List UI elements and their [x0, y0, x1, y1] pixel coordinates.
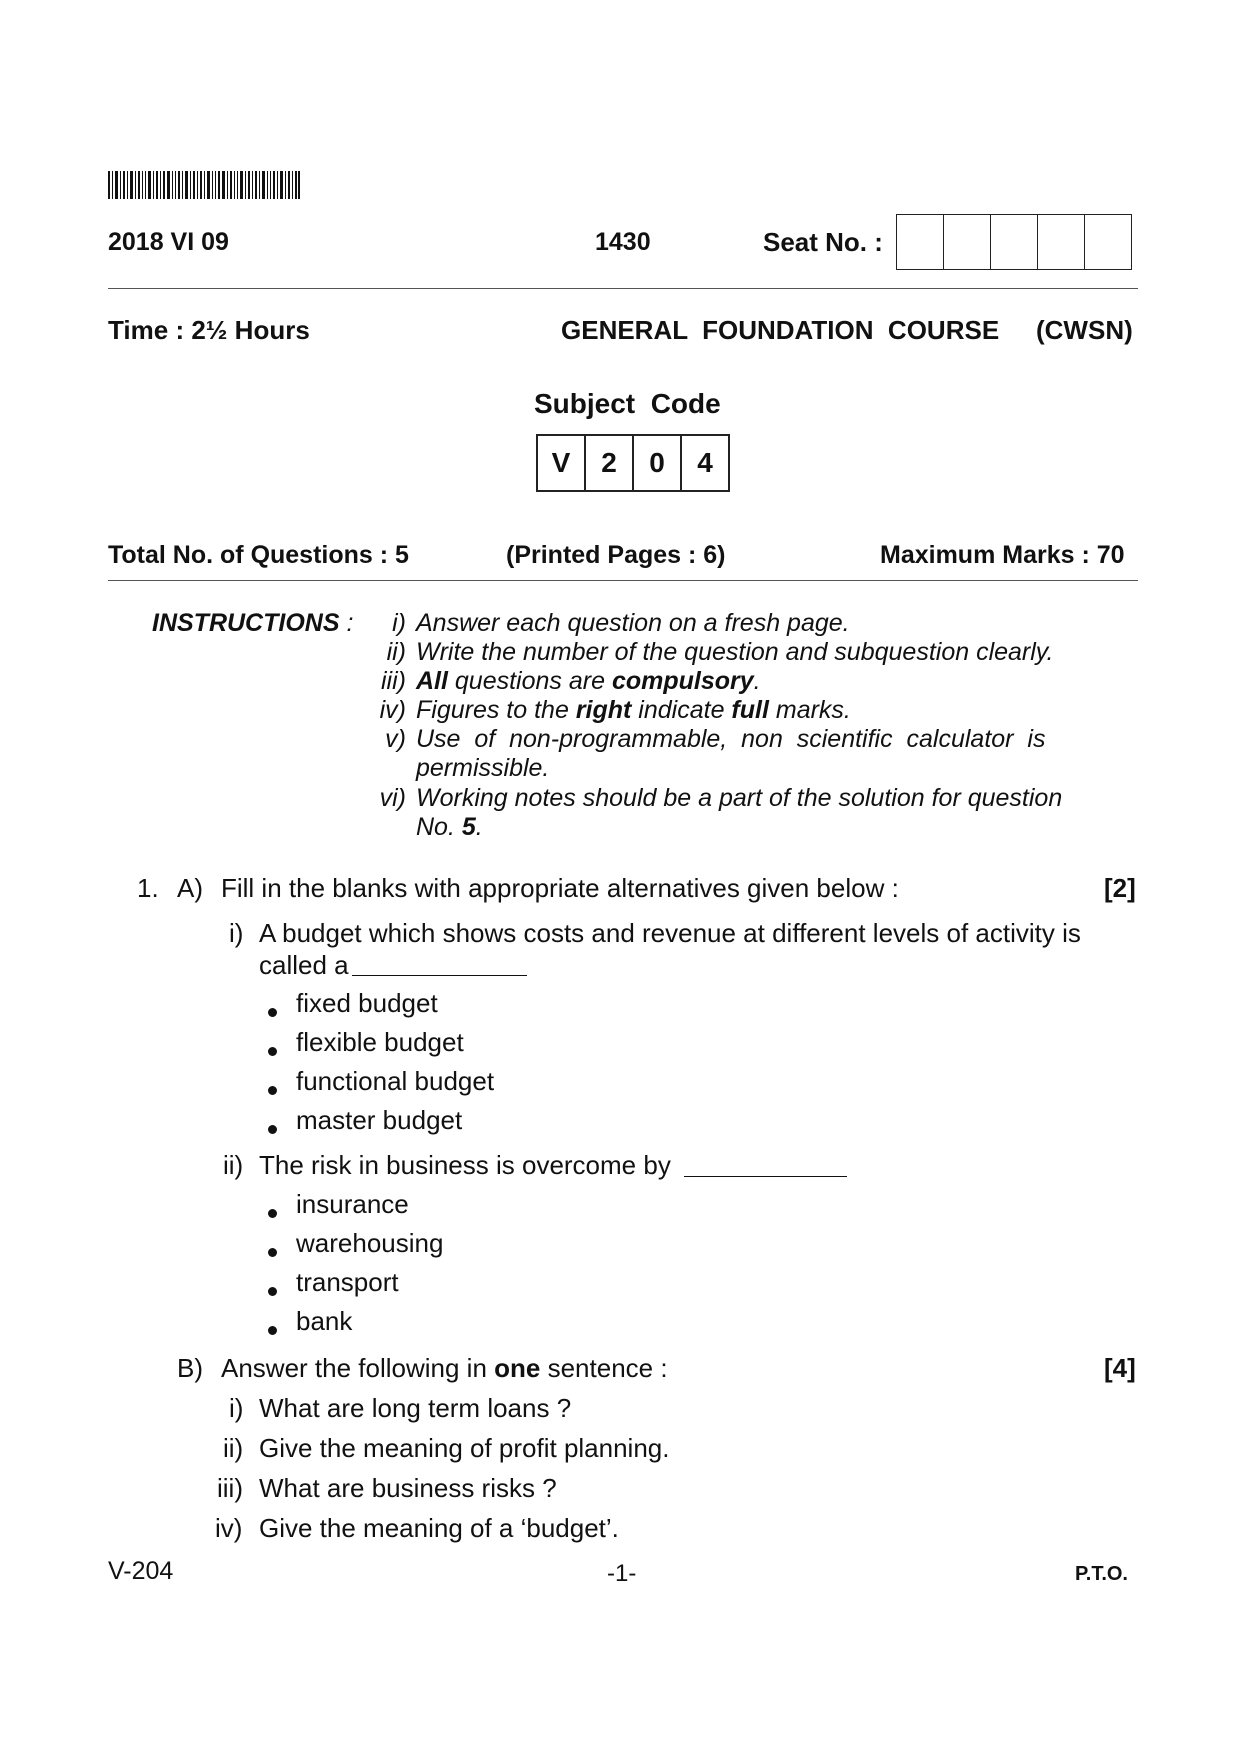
- sub-question-number: ii): [223, 1150, 244, 1180]
- instruction-text: permissible.: [416, 754, 550, 782]
- seat-box[interactable]: [991, 215, 1038, 269]
- sub-question-text: Give the meaning of profit planning.: [259, 1433, 670, 1463]
- emphasis-all: All: [416, 667, 448, 695]
- subject-code-char: 0: [634, 436, 682, 490]
- option-text: insurance: [296, 1189, 409, 1219]
- part-a-marks: [2]: [1104, 873, 1136, 903]
- bullet-icon: [268, 1326, 277, 1335]
- sub-question-number: iii): [217, 1473, 243, 1503]
- bullet-icon: [268, 1248, 277, 1257]
- instruction-number: vi): [379, 784, 406, 812]
- sub-question-text: Give the meaning of a ‘budget’.: [259, 1513, 619, 1543]
- instruction-number: ii): [386, 638, 406, 666]
- sub-question-number: iv): [215, 1513, 243, 1543]
- subject-code-char: 2: [586, 436, 634, 490]
- divider: [108, 580, 1138, 581]
- part-b-marks: [4]: [1104, 1353, 1136, 1383]
- option-text: bank: [296, 1306, 353, 1336]
- bullet-icon: [268, 1047, 277, 1056]
- instruction-fragment: .: [753, 667, 761, 695]
- bullet-icon: [268, 1209, 277, 1218]
- question-number: 1.: [137, 873, 159, 903]
- seat-box[interactable]: [944, 215, 991, 269]
- sub-question-text: What are long term loans ?: [259, 1393, 572, 1423]
- emphasis-one: one: [494, 1353, 541, 1383]
- subject-code-label: Subject Code: [534, 388, 721, 419]
- barcode: [108, 171, 300, 199]
- part-b-fragment: Answer the following in: [221, 1353, 495, 1383]
- instruction-number: v): [385, 725, 406, 753]
- answer-blank[interactable]: [352, 975, 527, 976]
- instruction-text: Write the number of the question and subquestion clearly.: [416, 638, 1054, 666]
- instruction-number: i): [392, 609, 406, 637]
- instruction-text: Use of non-programmable, non scientific calculator is: [416, 725, 1046, 753]
- footer-code: V-204: [108, 1557, 174, 1585]
- option-text: master budget: [296, 1105, 463, 1135]
- page-number: -1-: [607, 1560, 637, 1587]
- sub-question-text: The risk in business is overcome by: [259, 1150, 671, 1180]
- answer-blank[interactable]: [684, 1176, 847, 1177]
- instructions-label: [152, 609, 353, 638]
- sub-question-number: i): [229, 1393, 244, 1423]
- instruction-fragment: No.: [416, 813, 462, 841]
- total-questions: Total No. of Questions : 5: [108, 541, 409, 569]
- sub-question-text: A budget which shows costs and revenue at different levels of activity is: [259, 918, 1081, 948]
- bullet-icon: [268, 1287, 277, 1296]
- seat-number-boxes[interactable]: [896, 214, 1132, 270]
- emphasis-number: 5: [461, 813, 476, 841]
- seat-box[interactable]: [1038, 215, 1085, 269]
- instructions-colon: :: [339, 609, 354, 637]
- instruction-number: iv): [379, 696, 406, 724]
- instruction-fragment: questions are: [447, 667, 612, 695]
- sub-question-number: ii): [223, 1433, 244, 1463]
- instruction-text: Answer each question on a fresh page.: [416, 609, 850, 637]
- instructions-heading: INSTRUCTIONS: [152, 609, 340, 637]
- instruction-fragment: Figures to the: [416, 696, 576, 724]
- instruction-text: Working notes should be a part of the solution for question: [416, 784, 1063, 812]
- bullet-icon: [268, 1086, 277, 1095]
- part-b-fragment: sentence :: [540, 1353, 668, 1383]
- instruction-fragment: marks.: [768, 696, 851, 724]
- subject-code-char: 4: [697, 447, 713, 478]
- seat-number-label: Seat No. :: [763, 227, 883, 257]
- part-b-text: [221, 1353, 668, 1384]
- option-text: flexible budget: [296, 1027, 464, 1057]
- instruction-fragment: indicate: [631, 696, 732, 724]
- maximum-marks: Maximum Marks : 70: [880, 541, 1125, 569]
- sub-question-text: What are business risks ?: [259, 1473, 557, 1503]
- instruction-text: [416, 813, 483, 842]
- subject-code-boxes: [536, 434, 730, 492]
- emphasis-full: full: [731, 696, 769, 724]
- instruction-text: [416, 696, 851, 725]
- paper-code: 2018 VI 09: [108, 228, 229, 256]
- instruction-number: iii): [381, 667, 406, 695]
- emphasis-compulsory: compulsory: [611, 667, 754, 695]
- sub-question-text: called a: [259, 950, 349, 980]
- option-text: warehousing: [296, 1228, 444, 1258]
- instruction-text: [416, 667, 761, 696]
- pto-label: P.T.O.: [1075, 1563, 1128, 1585]
- course-title: GENERAL FOUNDATION COURSE: [561, 315, 1000, 345]
- serial-number: 1430: [595, 228, 651, 256]
- option-text: functional budget: [296, 1066, 495, 1096]
- course-suffix: (CWSN): [1036, 315, 1133, 345]
- instruction-fragment: .: [475, 813, 483, 841]
- seat-box[interactable]: [1085, 215, 1131, 269]
- part-letter: B): [177, 1353, 203, 1383]
- part-a-text: Fill in the blanks with appropriate alternatives given below :: [221, 873, 899, 903]
- option-text: fixed budget: [296, 988, 438, 1018]
- divider: [108, 288, 1138, 289]
- bullet-icon: [268, 1008, 277, 1017]
- seat-box[interactable]: [897, 215, 944, 269]
- emphasis-right: right: [575, 696, 632, 724]
- subject-code-char: V: [538, 436, 586, 490]
- printed-pages: (Printed Pages : 6): [506, 541, 726, 569]
- bullet-icon: [268, 1125, 277, 1134]
- sub-question-number: i): [229, 918, 244, 948]
- time-allowed: Time : 2½ Hours: [108, 315, 310, 345]
- part-letter: A): [177, 873, 203, 903]
- option-text: transport: [296, 1267, 399, 1297]
